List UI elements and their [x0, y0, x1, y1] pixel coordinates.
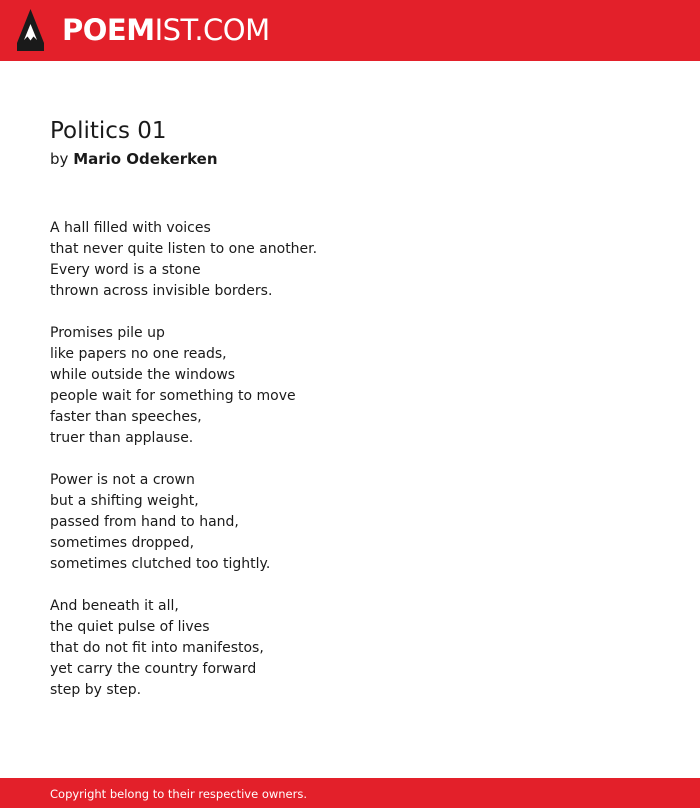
poem-title: Politics 01 [50, 118, 167, 144]
logo-text-bold: POEM [62, 13, 155, 47]
poem-line: that never quite listen to one another. [50, 241, 318, 257]
poem-line: Power is not a crown [50, 472, 195, 488]
logo-text-light: IST.COM [154, 13, 270, 47]
site-header [0, 0, 700, 61]
pencil-tip-icon [17, 9, 44, 51]
poem-line: faster than speeches, [50, 409, 202, 425]
author-name: Mario Odekerken [73, 150, 218, 168]
byline [50, 148, 218, 170]
poem-line: Every word is a stone [50, 262, 201, 278]
poem-line: Promises pile up [50, 325, 165, 341]
poem-line: sometimes dropped, [50, 535, 195, 551]
site-footer [0, 778, 700, 808]
poem-line: that do not fit into manifestos, [50, 640, 264, 656]
poem-line: And beneath it all, [50, 598, 179, 614]
poem-stanza [50, 596, 650, 701]
poem-line: while outside the windows [50, 367, 236, 383]
poem-line: step by step. [50, 682, 142, 698]
byline-prefix: by [50, 150, 69, 168]
poem-line: passed from hand to hand, [50, 514, 239, 530]
poem-line: truer than applause. [50, 430, 194, 446]
poem-line: like papers no one reads, [50, 346, 227, 362]
copyright-notice: Copyright belong to their respective owners. [50, 787, 308, 801]
site-logo[interactable] [62, 12, 270, 48]
poem-line: the quiet pulse of lives [50, 619, 210, 635]
poem-line: thrown across invisible borders. [50, 283, 273, 299]
poem-body [50, 218, 650, 722]
poem-line: yet carry the country forward [50, 661, 257, 677]
poem-line: A hall filled with voices [50, 220, 211, 236]
poem-line: people wait for something to move [50, 388, 296, 404]
poem-line: sometimes clutched too tightly. [50, 556, 271, 572]
poem-stanza [50, 218, 650, 302]
poem-stanza [50, 470, 650, 575]
poem-stanza [50, 323, 650, 449]
poem-line: but a shifting weight, [50, 493, 199, 509]
